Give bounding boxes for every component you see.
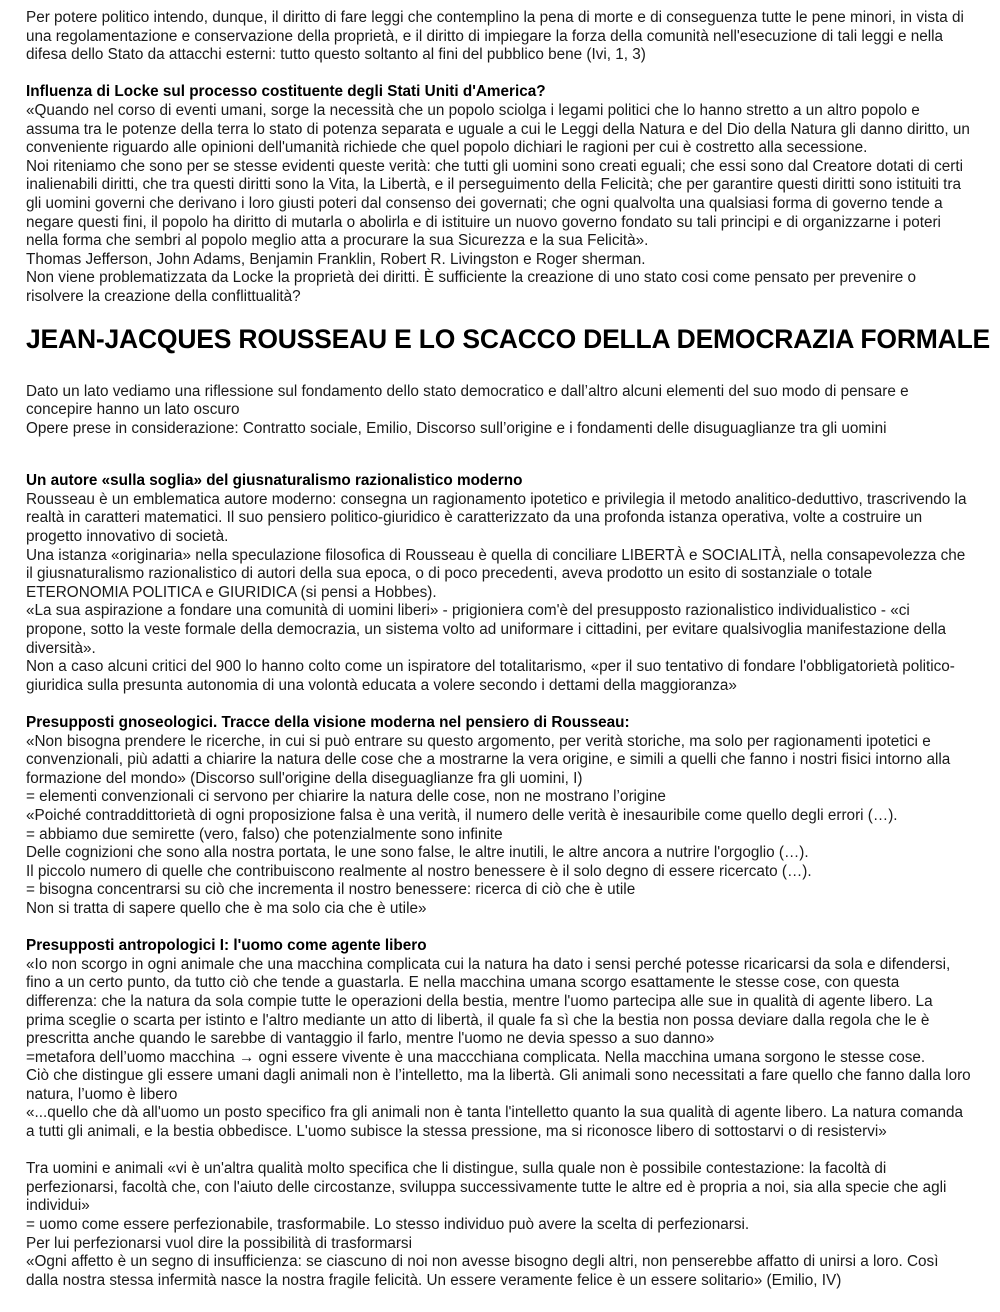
body-paragraph: «Ogni affetto è un segno di insufficienza: se ciascuno di noi non avesse bisogno degli altri, non penserebbe affatto di unirsi a loro. Così dalla nostra stessa infermità nasce la nostra fragile felicità. Un essere veramente felice è un essere solitario» (Emilio, IV) [26, 1253, 939, 1289]
body-paragraph: = elementi convenzionali ci servono per chiarire la natura delle cose, non ne mostrano l’origine [26, 788, 666, 806]
paragraph-spacer [26, 919, 974, 938]
body-paragraph: Tra uomini e animali «vi è un'altra qualità molto specifica che li distingue, sulla quale non è possibile contestazione: la facoltà di perfezionarsi, facoltà che, con l'aiuto delle circostanze, sviluppa successivamente tutte le altre ed è propria a noi, sia alla specie che agli individui» [26, 1160, 947, 1215]
subsection-heading: Un autore «sulla soglia» del giusnaturalismo razionalistico moderno [26, 472, 523, 490]
body-paragraph: Dato un lato vediamo una riflessione sul fondamento dello stato democratico e dall’altro alcuni elementi del suo modo di pensare e concepire hanno un lato oscuro [26, 382, 909, 419]
body-paragraph: Una istanza «originaria» nella speculazione filosofica di Rousseau è quella di conciliare LIBERTÀ e SOCIALITÀ, nella consapevolezza che il giusnaturalismo razionalistico di autori della sua epoca, o di poco precedenti, aveva prodotto un esito di sostanziale o totale ETERONOMIA POLITICA e GIURIDICA (si pensi a Hobbes). [26, 546, 966, 601]
body-paragraph: Rousseau è un emblematica autore moderno: consegna un ragionamento ipotetico e privilegia il metodo analitico-deduttivo, trascrivendo la realtà in caratteri matematici. Il suo pensiero politico-giuridico è caratterizzato da una profonda istanza operativa, volte a costruire un progetto innovativo di società. [26, 490, 967, 546]
body-paragraph: Opere prese in considerazione: Contratto sociale, Emilio, Discorso sull’origine e i fondamenti delle disuguaglianze tra gli uomini [26, 419, 887, 437]
paragraph-spacer [26, 65, 974, 84]
section-title: JEAN-JACQUES ROUSSEAU E LO SCACCO DELLA DEMOCRAZIA FORMALE [26, 323, 991, 354]
body-paragraph: «Poiché contraddittorietà di ogni proposizione falsa è una verità, il numero delle verità è inesauribile come quello degli errori (…). [26, 806, 898, 824]
body-paragraph: Non si tratta di sapere quello che è ma solo cia che è utile» [26, 899, 427, 917]
body-paragraph: Noi riteniamo che sono per se stesse evidenti queste verità: che tutti gli uomini sono creati eguali; che essi sono dal Creatore dotati di certi inalienabili diritti, che tra questi diritti sono la Vita, la Libertà, e il perseguimento della Felicità; che per garantire questi diritti sono istituiti tra gli uomini governi che derivano i loro giusti poteri dal consenso dei governati; che ogni qualvolta una qualsiasi forma di governo tende a negare questi fini, il popolo ha diritto di mutarla o abolirla e di istituire un nuovo governo fondato su tali principi e di organizzarne i poteri nella forma che sembri al popolo meglio atta a procurare la sua Sicurezza e la sua Felicità». [26, 157, 964, 250]
body-paragraph: Non viene problematizzata da Locke la proprietà dei diritti. È sufficiente la creazione di uno stato cosi come pensato per prevenire o risolvere la creazione della conflittualità? [26, 269, 916, 305]
body-paragraph: Thomas Jefferson, John Adams, Benjamin Franklin, Robert R. Livingston e Roger sherman. [26, 250, 646, 268]
body-paragraph: «...quello che dà all'uomo un posto specifico fra gli animali non è tanta l'intelletto quanto la sua qualità di agente libero. La natura comanda a tutti gli animali, e la bestia obbedisce. L'uomo subisce la stessa pressione, ma si riconosce libero di sottostarvi o di resistervi» [26, 1104, 964, 1141]
body-paragraph: «Io non scorgo in ogni animale che una macchina complicata cui la natura ha dato i sensi perché potesse ricaricarsi da sola e difendersi, fino a un certo punto, da tutto ciò che tende a guastarla. E nella macchina umana scorgo esattamente le stesse cose, con questa differenza: che la natura da sola compie tutte le operazioni della bestia, mentre l'uomo partecipa alle sue in qualità di agente libero. La prima sceglie o scarta per istinto e l'altro mediante un atto di libertà, il quale fa sì che la bestia non possa deviare dalla regola che le è prescritta anche quando le sarebbe di vantaggio il farlo, mentre l'uomo ne devia spesso a suo danno» [26, 955, 951, 1048]
body-paragraph: = bisogna concentrarsi su ciò che incrementa il nostro benessere: ricerca di ciò che è utile [26, 881, 636, 899]
body-paragraph: Per lui perfezionarsi vuol dire la possibilità di trasformarsi [26, 1234, 412, 1252]
body-paragraph: Per potere politico intendo, dunque, il diritto di fare leggi che contemplino la pena di morte e di conseguenza tutte le pene minori, in vista di una regolamentazione e conservazione della proprietà, e il diritto di impiegare la forza della comunità nell'esecuzione di tali leggi e nella difesa dello Stato da attacchi esterni: tutto questo soltanto al fini del pubblico bene (Ivi, 1, 3) [26, 9, 964, 64]
paragraph-spacer [26, 1142, 974, 1161]
body-paragraph: «La sua aspirazione a fondare una comunità di uomini liberi» - prigioniera com'è del presupposto razionalistico individualistico - «ci propone, sotto la veste formale della democrazia, un sistema volto ad uniformare i cittadini, per evitare qualsivoglia manifestazione della diversità». [26, 602, 947, 657]
body-paragraph: Il piccolo numero di quelle che contribuiscono realmente al nostro benessere è il solo degno di essere ricercato (…). [26, 862, 812, 880]
paragraph-spacer [26, 695, 974, 714]
subsection-heading: Presupposti gnoseologici. Tracce della visione moderna nel pensiero di Rousseau: [26, 714, 630, 731]
body-paragraph: = abbiamo due semirette (vero, falso) che potenzialmente sono infinite [26, 825, 503, 843]
body-paragraph: Delle cognizioni che sono alla nostra portata, le une sono false, le altre inutili, le altre ancora a nutrire l'orgoglio (…). [26, 844, 809, 862]
subsection-heading: Presupposti antropologici I: l'uomo come agente libero [26, 937, 427, 955]
subsection-heading: Influenza di Locke sul processo costituente degli Stati Uniti d'America? [26, 83, 546, 101]
body-paragraph: = uomo come essere perfezionabile, trasformabile. Lo stesso individuo può avere la scelta di perfezionarsi. [26, 1216, 750, 1234]
body-paragraph: =metafora dell’uomo macchina → ogni essere vivente è una maccchiana complicata. Nella macchina umana sorgono le stesse cose. [26, 1048, 926, 1066]
body-paragraph: Ciò che distingue gli essere umani dagli animali non è l’intelletto, ma la libertà. Gli animali sono necessitati a fare quello che fanno dalla loro natura, l’uomo è libero [26, 1067, 971, 1103]
body-paragraph: «Non bisogna prendere le ricerche, in cui si può entrare su questo argomento, per verità storiche, ma solo per ragionamenti ipotetici e convenzionali, più adatti a chiarire la natura delle cose che a mostrarne la vera origine, e simili a quelli che fanno i nostri fisici intorno alla formazione del mondo» (Discorso sull'origine della diseguaglianze fra gli uomini, I) [26, 732, 951, 787]
body-paragraph: Non a caso alcuni critici del 900 lo hanno colto come un ispiratore del totalitarismo, «per il suo tentativo di fondare l'obbligatorietà politico-giuridica sulla presunta autonomia di una volontà educata a volere secondo i dettami della maggioranza» [26, 658, 955, 694]
paragraph-spacer [26, 438, 974, 472]
body-paragraph: «Quando nel corso di eventi umani, sorge la necessità che un popolo sciolga i legami politici che lo hanno stretto a un altro popolo e assuma tra le potenze della terra lo stato di potenza separata e uguale a cui le Leggi della Natura e del Dio della Natura gli danno diritto, un conveniente riguardo alle opinioni dell'umanità richiede che quel popolo dichiari le ragioni per cui è costretto alla secessione. [26, 101, 970, 157]
